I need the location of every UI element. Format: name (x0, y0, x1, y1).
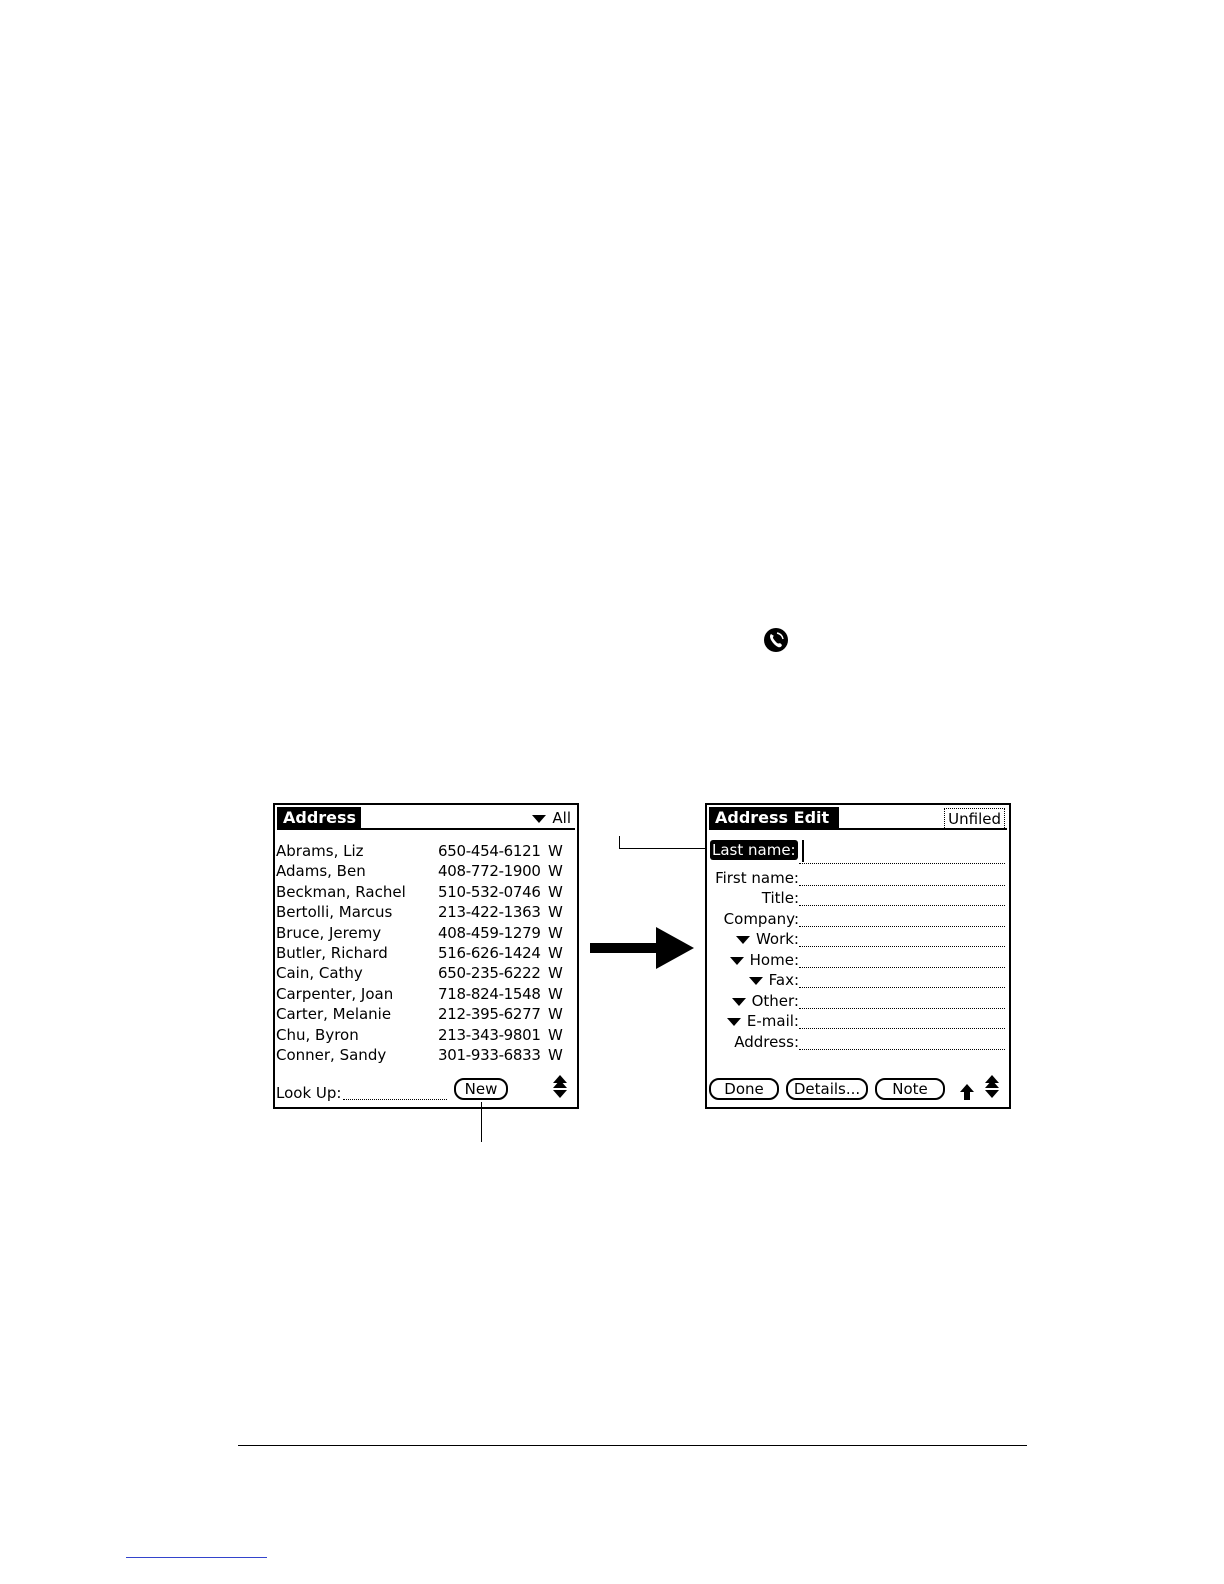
contact-phone: 516-626-1424 (438, 944, 541, 962)
contact-phone: 301-933-6833 (438, 1046, 541, 1064)
list-item[interactable] (276, 841, 566, 861)
address-edit-screen (705, 803, 1011, 1109)
scroll-arrows[interactable] (553, 1075, 569, 1103)
email-picker[interactable] (727, 1011, 799, 1031)
phone-type: W (548, 964, 563, 982)
scroll-up-icon (553, 1080, 567, 1088)
dropdown-triangle-icon (749, 977, 763, 985)
title-underline (277, 828, 575, 830)
address-label: Address: (734, 1033, 799, 1051)
scroll-down-icon[interactable] (985, 1090, 999, 1098)
dropdown-triangle-icon (736, 936, 750, 944)
email-input[interactable] (799, 1028, 1005, 1029)
right-arrow-icon (590, 925, 696, 971)
list-item[interactable] (276, 923, 566, 943)
contact-phone: 408-459-1279 (438, 924, 541, 942)
other-input[interactable] (799, 1008, 1005, 1009)
list-item[interactable] (276, 1004, 566, 1024)
text-cursor (802, 840, 804, 862)
dropdown-triangle-icon (732, 998, 746, 1006)
last-name-label: Last name: (712, 841, 796, 859)
contact-phone: 718-824-1548 (438, 985, 541, 1003)
category-picker[interactable] (532, 808, 571, 828)
list-item[interactable] (276, 984, 566, 1004)
title-input[interactable] (799, 905, 1005, 906)
dropdown-triangle-icon (730, 957, 744, 965)
new-button[interactable]: New (454, 1078, 508, 1100)
contact-name: Bruce, Jeremy (276, 924, 382, 942)
contact-phone: 213-343-9801 (438, 1026, 541, 1044)
address-list-screen (273, 803, 579, 1109)
phone-type: W (548, 1026, 563, 1044)
phone-type: W (548, 924, 563, 942)
list-item[interactable] (276, 1045, 566, 1065)
callout-line (481, 1102, 482, 1142)
list-item[interactable] (276, 943, 566, 963)
dropdown-triangle-icon (532, 815, 546, 823)
callout-line (619, 848, 709, 849)
contact-phone: 408-772-1900 (438, 862, 541, 880)
home-phone-picker[interactable] (730, 950, 799, 970)
work-phone-picker[interactable] (736, 929, 799, 949)
lookup-input[interactable] (343, 1099, 447, 1100)
work-input[interactable] (799, 946, 1005, 947)
company-label: Company: (723, 910, 799, 928)
lookup-label: Look Up: (276, 1084, 342, 1102)
category-label: Unfiled (948, 810, 1001, 828)
contact-phone: 212-395-6277 (438, 1005, 541, 1023)
work-label: Work: (755, 930, 799, 948)
details-button[interactable]: Details... (786, 1078, 868, 1100)
home-input[interactable] (799, 967, 1005, 968)
phone-type: W (548, 903, 563, 921)
note-button[interactable]: Note (875, 1078, 945, 1100)
list-item[interactable] (276, 1025, 566, 1045)
list-item[interactable] (276, 882, 566, 902)
contact-phone: 213-422-1363 (438, 903, 541, 921)
done-button[interactable]: Done (709, 1078, 779, 1100)
contact-name: Beckman, Rachel (276, 883, 406, 901)
phone-type: W (548, 944, 563, 962)
scroll-down-icon[interactable] (553, 1090, 567, 1098)
list-item[interactable] (276, 902, 566, 922)
dropdown-triangle-icon (727, 1018, 741, 1026)
contact-name: Bertolli, Marcus (276, 903, 393, 921)
footer-link-underline (126, 1557, 267, 1558)
scroll-arrows[interactable] (985, 1075, 1001, 1103)
phone-type: W (548, 1046, 563, 1064)
fax-input[interactable] (799, 987, 1005, 988)
scroll-up-icon (985, 1080, 999, 1088)
screen-title: Address Edit (709, 807, 839, 829)
contact-name: Conner, Sandy (276, 1046, 387, 1064)
phone-type: W (548, 862, 563, 880)
category-label: All (552, 809, 571, 827)
contact-name: Carpenter, Joan (276, 985, 394, 1003)
fax-phone-picker[interactable] (749, 970, 799, 990)
contact-name: Carter, Melanie (276, 1005, 392, 1023)
phone-type: W (548, 1005, 563, 1023)
category-picker[interactable] (944, 808, 1005, 830)
phone-type: W (548, 842, 563, 860)
first-name-label: First name: (715, 869, 799, 887)
company-input[interactable] (799, 926, 1005, 927)
phone-type: W (548, 883, 563, 901)
contact-phone: 650-454-6121 (438, 842, 541, 860)
home-label: Home: (749, 951, 799, 969)
list-item[interactable] (276, 861, 566, 881)
list-item[interactable] (276, 963, 566, 983)
contact-name: Cain, Cathy (276, 964, 363, 982)
fax-label: Fax: (768, 971, 799, 989)
title-label: Title: (761, 889, 799, 907)
phone-dial-icon (763, 627, 789, 653)
contact-name: Chu, Byron (276, 1026, 359, 1044)
last-name-input[interactable] (799, 863, 1005, 864)
footer-rule (238, 1445, 1027, 1446)
address-input[interactable] (799, 1049, 1005, 1050)
first-name-input[interactable] (799, 885, 1005, 886)
email-label: E-mail: (746, 1012, 799, 1030)
up-arrow-icon[interactable] (959, 1083, 975, 1101)
contact-name: Abrams, Liz (276, 842, 364, 860)
screen-title: Address (277, 807, 361, 829)
phone-type: W (548, 985, 563, 1003)
other-phone-picker[interactable] (732, 991, 799, 1011)
contact-name: Butler, Richard (276, 944, 388, 962)
contact-phone: 650-235-6222 (438, 964, 541, 982)
other-label: Other: (751, 992, 799, 1010)
contact-name: Adams, Ben (276, 862, 366, 880)
contact-phone: 510-532-0746 (438, 883, 541, 901)
